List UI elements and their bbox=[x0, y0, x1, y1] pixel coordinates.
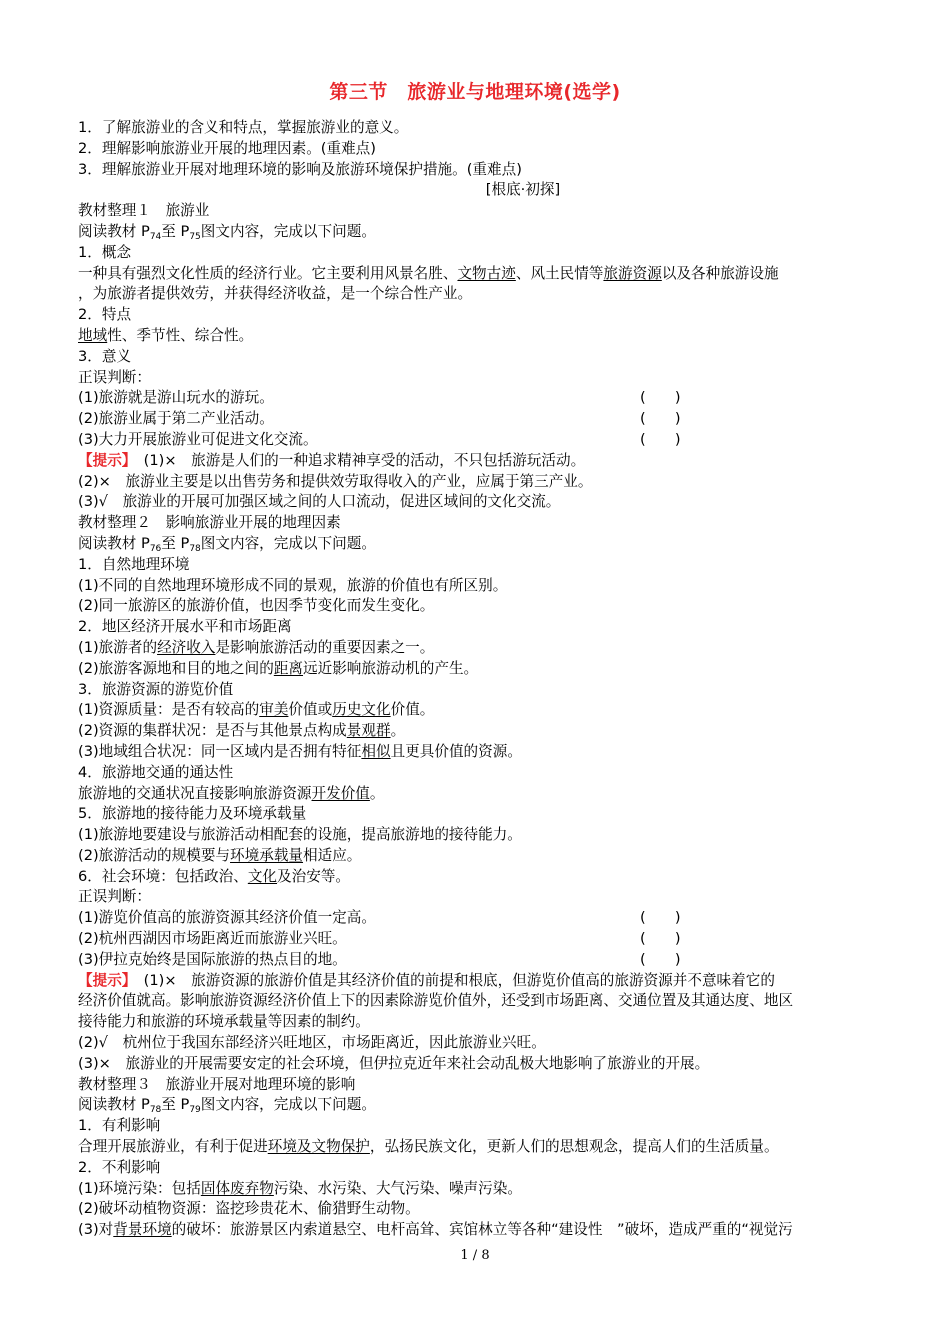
objective-3: 3．理解旅游业开展对地理环境的影响及旅游环境保护措施。(重难点) bbox=[78, 160, 522, 178]
s2-heading: 教材整理２ 影响旅游业开展的地理因素 bbox=[78, 514, 341, 532]
s3-h2: 2．不利影响 bbox=[78, 1158, 161, 1176]
s3-line-2: (1)环境污染：包括固体废弃物污染、水污染、大气污染、噪声污染。 bbox=[78, 1179, 522, 1197]
answer-bracket: ( ) bbox=[640, 410, 681, 428]
answer-bracket: ( ) bbox=[640, 909, 681, 927]
s2-judge-heading: 正误判断： bbox=[78, 888, 151, 906]
s3-reading-note: 阅读教材 $P_{78}$至 $P_{79}$图文内容，完成以下问题。 bbox=[78, 1096, 376, 1116]
answer-bracket: ( ) bbox=[640, 930, 681, 948]
s2-tip-line-2: 经济价值就高。影响旅游资源经济价值上下的因素除游览价值外，还受到市场距离、交通位置及其通达度、地区 bbox=[78, 992, 794, 1010]
s1-meaning-heading: 3．意义 bbox=[78, 347, 132, 365]
s1-judge-item-1: (1)旅游就是游山玩水的游玩。 ( ) bbox=[78, 388, 888, 409]
s3-h1: 1．有利影响 bbox=[78, 1117, 161, 1135]
s2-reading-note: 阅读教材 $P_{76}$至 $P_{78}$图文内容，完成以下问题。 bbox=[78, 534, 376, 554]
document-body bbox=[78, 118, 888, 1241]
page-title: 第三节 旅游业与地理环境(选学) bbox=[329, 81, 621, 103]
s1-judge-item-2: (2)旅游业属于第二产业活动。 ( ) bbox=[78, 409, 888, 430]
section-label: [根底·初探] bbox=[485, 181, 561, 199]
s2-h4: 4．旅游地交通的通达性 bbox=[78, 763, 234, 781]
s2-line-7: (3)地域组合状况：同一区域内是否拥有特征相似且更具价值的资源。 bbox=[78, 742, 522, 760]
s2-line-3: (1)旅游者的经济收入是影响旅游活动的重要因素之一。 bbox=[78, 638, 435, 656]
answer-bracket: ( ) bbox=[640, 950, 681, 968]
s2-line-4: (2)旅游客源地和目的地之间的距离远近影响旅游动机的产生。 bbox=[78, 659, 479, 677]
objective-1: 1．了解旅游业的含义和特点，掌握旅游业的意义。 bbox=[78, 119, 409, 136]
s2-line-8: 旅游地的交通状况直接影响旅游资源开发价值。 bbox=[78, 784, 385, 802]
s2-line-6: (2)资源的集群状况：是否与其他景点构成景观群。 bbox=[78, 722, 406, 740]
s2-judge-item-1: (1)游览价值高的旅游资源其经济价值一定高。 ( ) bbox=[78, 908, 888, 929]
s1-concept-heading: 1．概念 bbox=[78, 243, 132, 261]
answer-bracket: ( ) bbox=[640, 430, 681, 448]
tip-label: 【提示】 bbox=[78, 971, 130, 989]
s2-tip-line-3: 接待能力和旅游的环境承载量等因素的制约。 bbox=[78, 1013, 370, 1031]
s1-tip-line-2: (2)× 旅游业主要是以出售劳务和提供效劳取得收入的产业，应属于第三产业。 bbox=[78, 472, 593, 490]
s1-reading-note: 阅读教材 $P_{74}$至 $P_{75}$图文内容，完成以下问题。 bbox=[78, 222, 376, 242]
s1-heading: 教材整理１ 旅游业 bbox=[78, 202, 210, 220]
s1-feature-line: 地域性、季节性、综合性。 bbox=[78, 326, 254, 344]
s2-line-2: (2)同一旅游区的旅游价值，也因季节变化而发生变化。 bbox=[78, 597, 435, 615]
s2-h1: 1．自然地理环境 bbox=[78, 555, 190, 573]
s1-judge-item-3: (3)大力开展旅游业可促进文化交流。 ( ) bbox=[78, 430, 888, 451]
s2-judge-item-2: (2)杭州西湖因市场距离近而旅游业兴旺。 ( ) bbox=[78, 929, 888, 950]
s2-line-5: (1)资源质量：是否有较高的审美价值或历史文化价值。 bbox=[78, 701, 435, 719]
s1-tip-line-1: 【提示】 (1)× 旅游是人们的一种追求精神享受的活动，不只包括游玩活动。 bbox=[78, 451, 586, 469]
objective-2: 2．理解影响旅游业开展的地理因素。(重难点) bbox=[78, 139, 376, 157]
s1-concept-line-1: 一种具有强烈文化性质的经济行业。它主要利用风景名胜、文物古迹、风土民情等旅游资源以及各种旅游设施 bbox=[78, 264, 779, 282]
tip-label: 【提示】 bbox=[78, 451, 130, 469]
s2-line-10: (2)旅游活动的规模要与环境承载量相适应。 bbox=[78, 846, 362, 864]
s3-heading: 教材整理３ 旅游业开展对地理环境的影响 bbox=[78, 1075, 356, 1093]
page-number: 1 / 8 bbox=[460, 1248, 490, 1263]
answer-bracket: ( ) bbox=[640, 389, 681, 407]
s2-tip-line-4: (2)√ 杭州位于我国东部经济兴旺地区，市场距离近，因此旅游业兴旺。 bbox=[78, 1034, 546, 1052]
s2-tip-line-5: (3)× 旅游业的开展需要安定的社会环境，但伊拉克近年来社会动乱极大地影响了旅游业的开展。 bbox=[78, 1054, 710, 1072]
s3-line-4: (3)对背景环境的破坏：旅游景区内索道悬空、电杆高耸、宾馆林立等各种“建设性 ”破坏，造成严重的“视觉污 bbox=[78, 1221, 793, 1239]
s2-line-1: (1)不同的自然地理环境形成不同的景观，旅游的价值也有所区别。 bbox=[78, 576, 508, 594]
s2-h2: 2．地区经济开展水平和市场距离 bbox=[78, 618, 292, 636]
s2-h3: 3．旅游资源的游览价值 bbox=[78, 680, 234, 698]
s1-feature-heading: 2．特点 bbox=[78, 306, 132, 324]
s2-h5: 5．旅游地的接待能力及环境承载量 bbox=[78, 805, 307, 823]
s3-line-1: 合理开展旅游业，有利于促进环境及文物保护，弘扬民族文化，更新人们的思想观念，提高人们的生活质量。 bbox=[78, 1138, 779, 1156]
s2-line-9: (1)旅游地要建设与旅游活动相配套的设施，提高旅游地的接待能力。 bbox=[78, 826, 522, 844]
s2-tip-line-1: 【提示】 (1)× 旅游资源的旅游价值是其经济价值的前提和根底，但游览价值高的旅游资源并不意味着它的 bbox=[78, 971, 775, 989]
s1-tip-line-3: (3)√ 旅游业的开展可加强区域之间的人口流动，促进区域间的文化交流。 bbox=[78, 493, 561, 511]
s3-line-3: (2)破坏动植物资源：盗挖珍贵花木、偷猎野生动物。 bbox=[78, 1200, 420, 1218]
s2-h6: 6．社会环境：包括政治、文化及治安等。 bbox=[78, 867, 351, 885]
s1-concept-line-2: ，为旅游者提供效劳，并获得经济收益，是一个综合性产业。 bbox=[78, 285, 473, 303]
s2-judge-item-3: (3)伊拉克始终是国际旅游的热点目的地。 ( ) bbox=[78, 950, 888, 971]
s1-judge-heading: 正误判断： bbox=[78, 368, 151, 386]
